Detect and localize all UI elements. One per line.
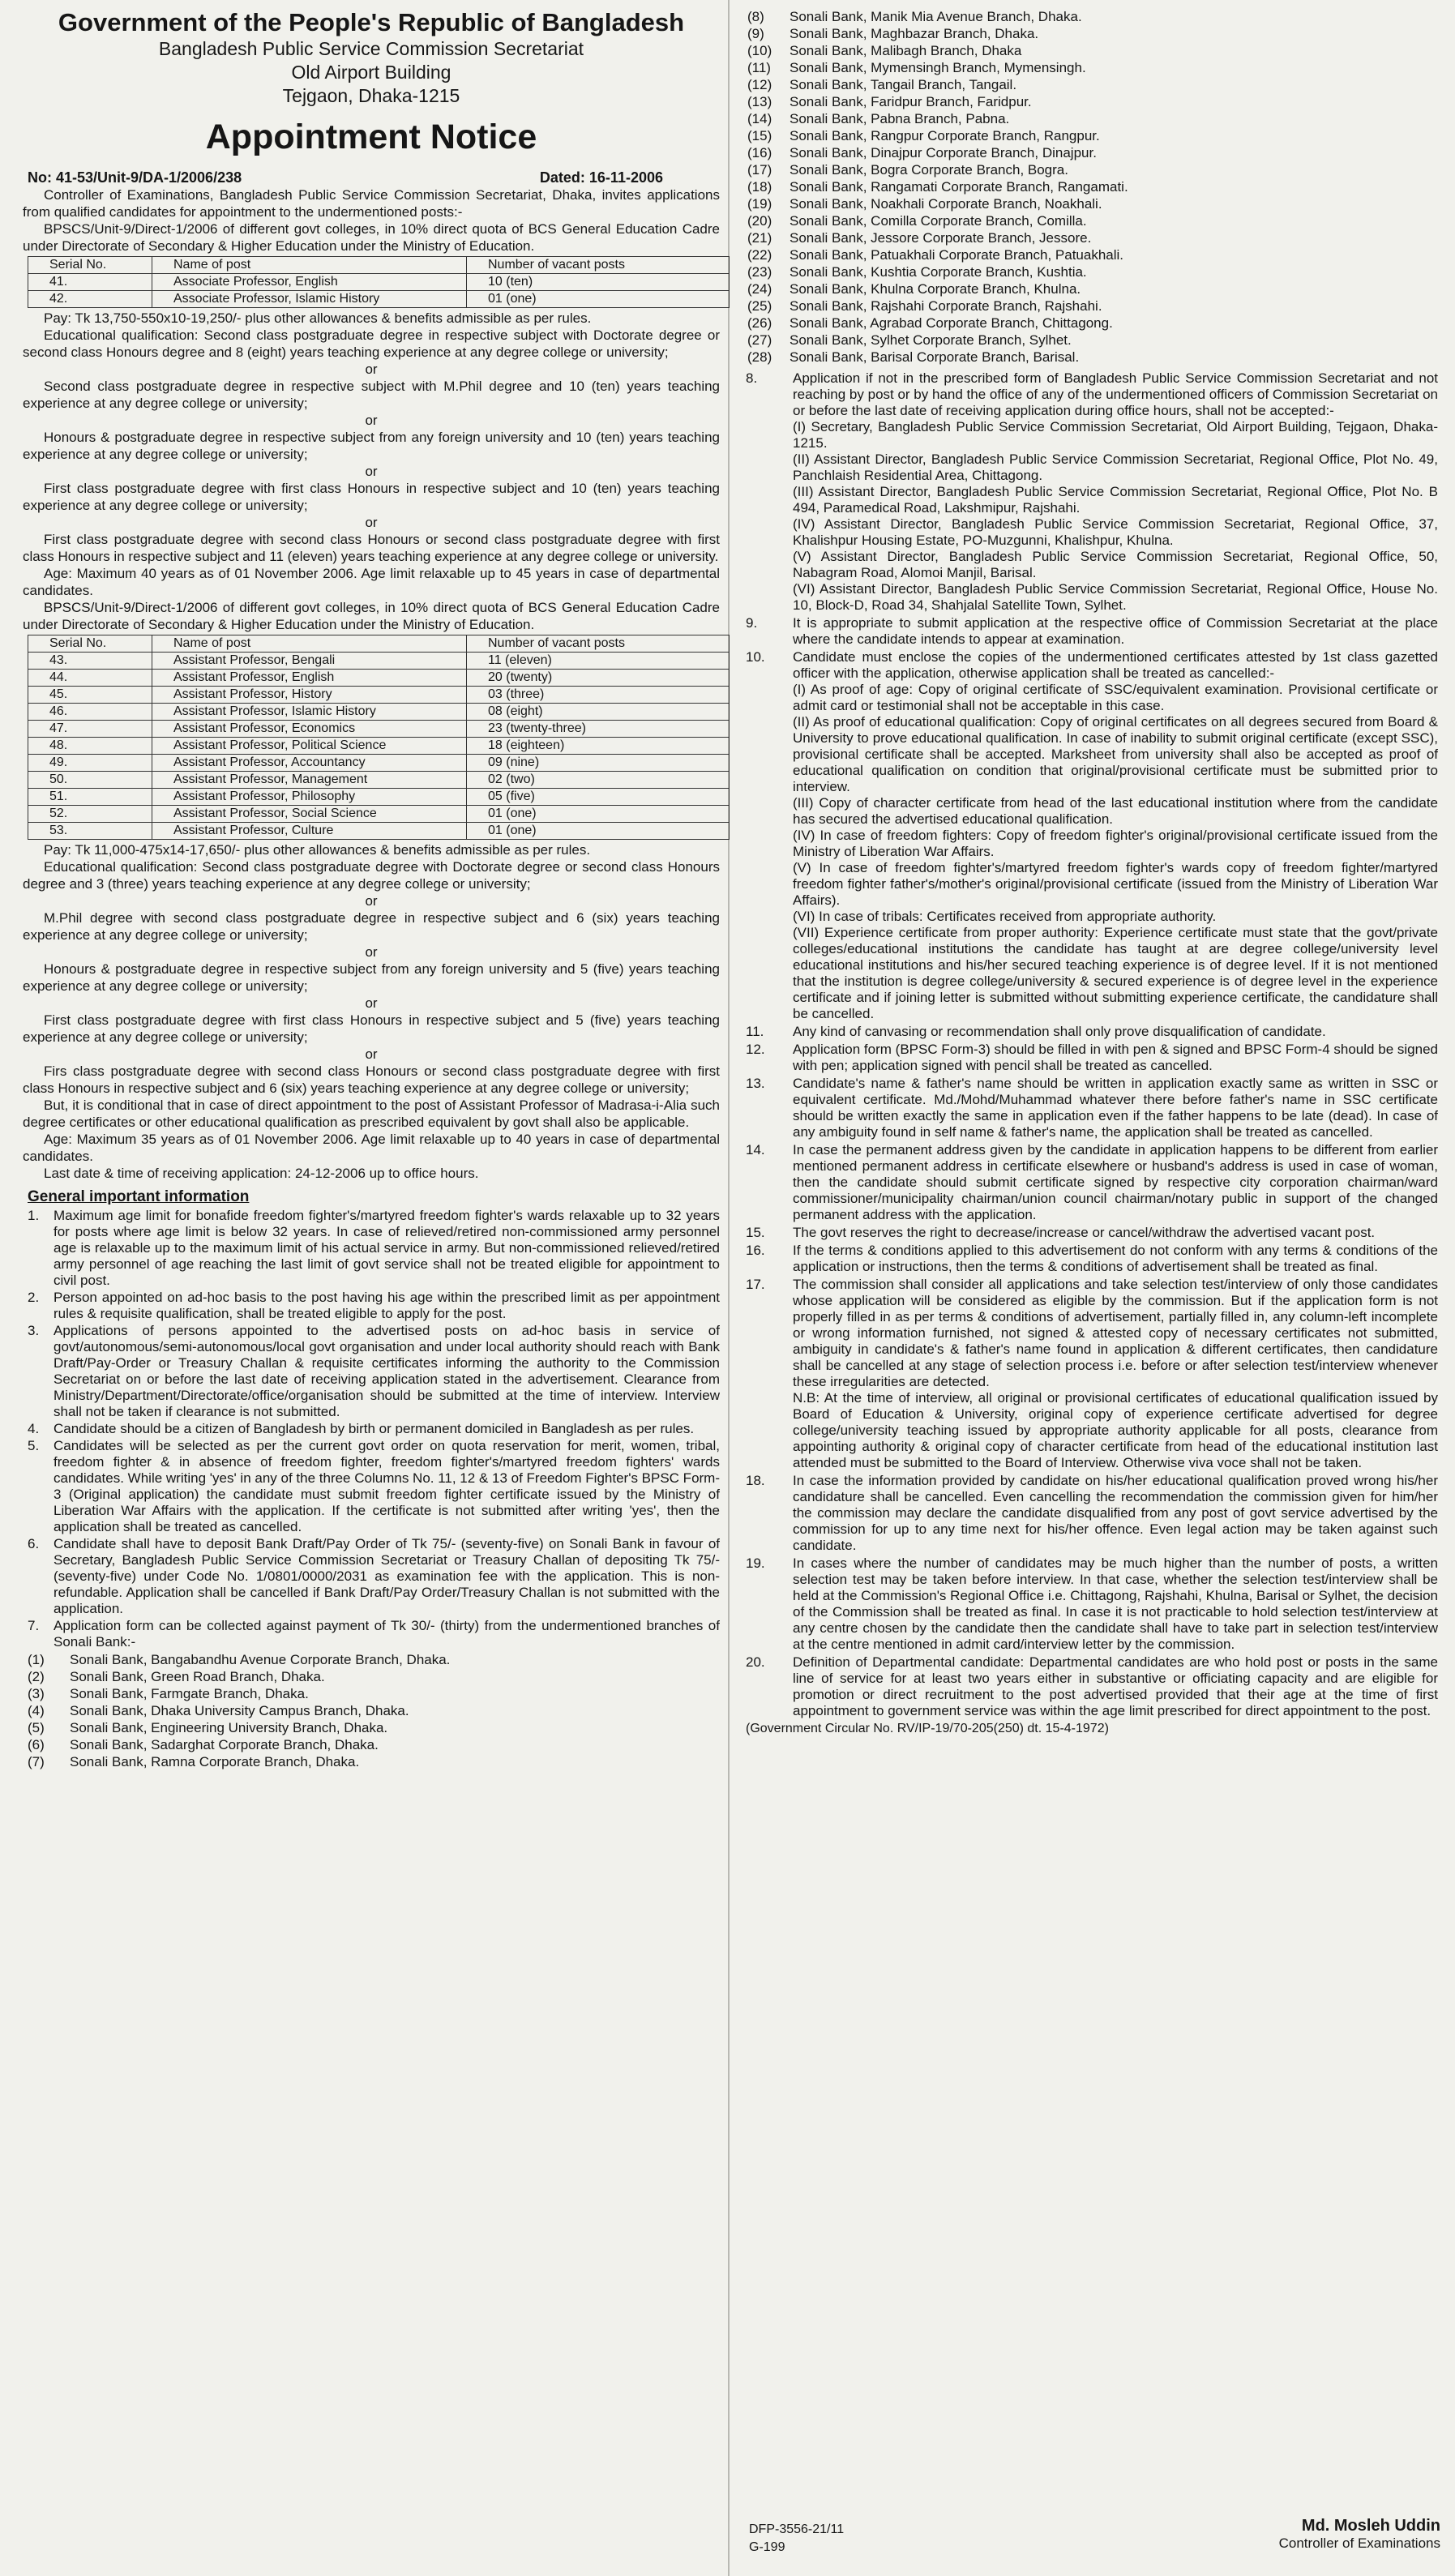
instruction-item xyxy=(742,370,1438,614)
item-number: 9. xyxy=(746,615,758,631)
branch-number: (13) xyxy=(747,94,772,109)
branch-number: (2) xyxy=(28,1669,45,1684)
branch-item xyxy=(23,1753,720,1770)
branch-item xyxy=(742,195,1438,212)
table-row xyxy=(28,823,730,840)
section2-pay: Pay: Tk 11,000-475x14-17,650/- plus other allowances & benefits admissible as per rules. xyxy=(44,842,591,858)
branch-item xyxy=(742,349,1438,366)
column-serial: Serial No. xyxy=(28,257,152,274)
sub-item-text: N.B: At the time of interview, all original or provisional certificates of educational qualification issued by Board of Education & University, original copy of experience certificate advertised for degree college/university teaching issued by appropriate authority applicable for all posts, clearance from appointing authority & original copy of character certificate from head of the educational institution last attended must be submitted to the Board of Interview. Otherwise viva voce shall not be taken. xyxy=(793,1390,1438,1470)
serial-cell: 41. xyxy=(28,274,152,291)
sub-item-text: (V) Assistant Director, Bangladesh Public Service Commission Secretariat, Regional Office, 50, Nabagram Road, Alomoi Manjil, Barisal. xyxy=(793,549,1438,580)
secretariat-name: Bangladesh Public Service Commission Secretariat xyxy=(158,38,584,59)
right-column xyxy=(742,8,1438,1737)
post-cell: Assistant Professor, Bengali xyxy=(152,653,467,670)
branch-item xyxy=(742,246,1438,263)
qualification-text: First class postgraduate degree with first class Honours in respective subject and 10 (ten) years teaching experience at any degree college or university; xyxy=(23,481,720,513)
branch-name: Sonali Bank, Bangabandhu Avenue Corporate Branch, Dhaka. xyxy=(70,1652,451,1667)
serial-cell: 44. xyxy=(28,670,152,687)
branch-item xyxy=(742,280,1438,297)
signature-block xyxy=(1279,2517,1440,2552)
serial-cell: 50. xyxy=(28,772,152,789)
table-row xyxy=(28,738,730,755)
sub-item-text: (III) Copy of character certificate from head of the last educational institution where from the candidate has secured the advertised educational qualification. xyxy=(793,795,1438,827)
vacancy-cell: 11 (eleven) xyxy=(467,653,730,670)
qualification-text: Honours & postgraduate degree in respective subject from any foreign university and 10 (ten) years teaching experience at any degree college or university; xyxy=(23,430,720,462)
sub-item-text: (IV) Assistant Director, Bangladesh Public Service Commission Secretariat, Regional Office, 37, Khalishpur Housing Estate, PO-Muzgunni, Khalishpur, Khulna. xyxy=(793,516,1438,548)
branch-number: (14) xyxy=(747,111,772,126)
last-date: Last date & time of receiving application: 24-12-2006 up to office hours. xyxy=(44,1166,479,1181)
branch-list-right xyxy=(742,8,1438,366)
item-text: The govt reserves the right to decrease/increase or cancel/withdraw the advertised vacant post. xyxy=(793,1225,1376,1240)
instruction-item xyxy=(742,1277,1438,1471)
item-number: 12. xyxy=(746,1042,765,1057)
branch-name: Sonali Bank, Patuakhali Corporate Branch, Patuakhali. xyxy=(790,247,1124,263)
post-cell: Assistant Professor, Philosophy xyxy=(152,789,467,806)
table-row xyxy=(28,704,730,721)
qualification-text: Educational qualification: Second class postgraduate degree in respective subject with Doctorate degree or second class Honours degree and 8 (eight) years teaching experience at any degree college or university; xyxy=(23,327,720,360)
sub-item-text: (II) As proof of educational qualification: Copy of original certificates on all degrees secured from Board & University to prove educational qualification. In case of inability to submit original certificate (except SSC), provisional certificate shall be accepted. Marksheet from university shall also be accepted as proof of educational qualification on condition that original/provisional certificate must be submitted prior to interview. xyxy=(793,714,1438,794)
instruction-item xyxy=(742,649,1438,1022)
column-vacancies: Number of vacant posts xyxy=(467,257,730,274)
qualification-text: Second class postgraduate degree in respective subject with M.Phil degree and 10 (ten) years teaching experience at any degree college or university; xyxy=(23,379,720,411)
sub-item-text: (III) Assistant Director, Bangladesh Public Service Commission Secretariat, Regional Office, Plot No. B 494, Paramedical Road, Lakshmipur, Rajshahi. xyxy=(793,484,1438,516)
item-body xyxy=(793,1225,1438,1241)
post-cell: Assistant Professor, Management xyxy=(152,772,467,789)
branch-number: (20) xyxy=(747,213,772,229)
notice-header xyxy=(23,8,720,158)
section1-lead: BPSCS/Unit-9/Direct-1/2006 of different govt colleges, in 10% direct quota of BCS General Education Cadre under Directorate of Secondary & Higher Education under the Ministry of Education. xyxy=(23,221,720,254)
dfp-code: DFP-3556-21/11 xyxy=(749,2523,845,2536)
branch-item xyxy=(23,1736,720,1753)
item-text: Application if not in the prescribed form of Bangladesh Public Service Commission Secretariat and not reaching by post or by hand the office of any of the undermentioned officers of Commission Secretariat on or before the last date of receiving application during office hours, shall not be accepted:- xyxy=(793,370,1438,418)
govt-circular: (Government Circular No. RV/IP-19/70-205(250) dt. 15-4-1972) xyxy=(746,1722,1109,1735)
item-text: Any kind of canvasing or recommendation shall only prove disqualification of candidate. xyxy=(793,1024,1326,1039)
item-text: Person appointed on ad-hoc basis to the post having his age within the prescribed limit as per appointment rules & requisite qualification, shall be treated eligible to apply for the post. xyxy=(53,1290,720,1321)
item-text: If the terms & conditions applied to this advertisement do not conform with any terms & conditions of the application or instructions, then the terms & conditions of advertisement shall be treated as final. xyxy=(793,1243,1438,1274)
serial-cell: 47. xyxy=(28,721,152,738)
or-separator: or xyxy=(365,362,378,377)
list-item xyxy=(23,1618,720,1650)
office-address: Tejgaon, Dhaka-1215 xyxy=(282,85,460,106)
item-number: 7. xyxy=(28,1618,40,1633)
or-separator: or xyxy=(365,893,378,909)
branch-number: (7) xyxy=(28,1754,45,1769)
footer-codes xyxy=(749,2521,844,2557)
sub-item-text: (I) Secretary, Bangladesh Public Service Commission Secretariat, Old Airport Building, Tejgaon, Dhaka-1215. xyxy=(793,419,1438,451)
column-divider xyxy=(728,0,730,2576)
g-code: G-199 xyxy=(749,2540,785,2554)
reference-number: No: 41-53/Unit-9/DA-1/2006/238 xyxy=(28,169,242,186)
branch-item xyxy=(742,263,1438,280)
branch-name: Sonali Bank, Noakhali Corporate Branch, Noakhali. xyxy=(790,196,1102,212)
branch-item xyxy=(742,212,1438,229)
sub-item-text: (II) Assistant Director, Bangladesh Public Service Commission Secretariat, Regional Office, Plot No. 49, Panchlaish Residential Area, Chittagong. xyxy=(793,451,1438,483)
instruction-item xyxy=(742,1225,1438,1241)
branch-name: Sonali Bank, Bogra Corporate Branch, Bogra. xyxy=(790,162,1068,178)
branch-number: (24) xyxy=(747,281,772,297)
branch-item xyxy=(742,332,1438,349)
branch-name: Sonali Bank, Sylhet Corporate Branch, Sylhet. xyxy=(790,332,1072,348)
branch-number: (6) xyxy=(28,1737,45,1752)
signatory-title: Controller of Examinations xyxy=(1278,2535,1440,2551)
serial-cell: 49. xyxy=(28,755,152,772)
qualification-text: Honours & postgraduate degree in respective subject from any foreign university and 5 (five) years teaching experience at any degree college or university; xyxy=(23,961,720,994)
section1-posts-table xyxy=(28,256,730,308)
section1-table-body xyxy=(28,274,730,308)
item-body xyxy=(793,1142,1438,1223)
madrasa-condition: But, it is conditional that in case of direct appointment to the post of Assistant Professor of Madrasa-i-Alia such degree certificates or other educational qualification as prescribed equivalent by govt shall also be applicable. xyxy=(23,1098,720,1130)
branch-name: Sonali Bank, Manik Mia Avenue Branch, Dhaka. xyxy=(790,9,1082,24)
post-cell: Assistant Professor, Political Science xyxy=(152,738,467,755)
section2-posts-table xyxy=(28,635,730,840)
instruction-item xyxy=(742,1042,1438,1074)
branch-number: (27) xyxy=(747,332,772,348)
serial-cell: 51. xyxy=(28,789,152,806)
branch-item xyxy=(742,229,1438,246)
instruction-item xyxy=(742,1142,1438,1223)
item-text: Candidate must enclose the copies of the undermentioned certificates attested by 1st class gazetted officer with the application, otherwise application shall be treated as cancelled:- xyxy=(793,649,1438,681)
post-cell: Assistant Professor, English xyxy=(152,670,467,687)
item-text: In case the information provided by candidate on his/her educational qualification proved wrong his/her candidature shall be cancelled. Even cancelling the recommendation the commission given for him/her the commission may declare the candidate disqualified from any post of govt service advertised by the commission for up to any time next for his/her offence. Even legal action may be taken against such candidate. xyxy=(793,1473,1438,1553)
branch-item xyxy=(742,178,1438,195)
or-separator: or xyxy=(365,1046,378,1062)
item-number: 5. xyxy=(28,1438,40,1453)
table-row xyxy=(28,806,730,823)
branch-name: Sonali Bank, Rajshahi Corporate Branch, Rajshahi. xyxy=(790,298,1102,314)
sub-item-text: (VII) Experience certificate from proper authority: Experience certificate must state that the govt/private colleges/educational institutions the candidate has taught at are degree college/university level educational institutions and his/her secured teaching experience is of degree level. If it is not mentioned that the institution is degree college/university & secured experience is of degree level in the experience certificate and if joining letter is submitted without submitting experience certificate, the candidature shall be cancelled. xyxy=(793,925,1438,1021)
branch-item xyxy=(742,297,1438,315)
branch-name: Sonali Bank, Barisal Corporate Branch, Barisal. xyxy=(790,349,1080,365)
item-text: Candidate's name & father's name should be written in application exactly same as written in SSC or equivalent certificate. Md./Mohd/Muhammad whatever there before father's name in SSC certificate should be written exactly the same in application even if the father happens to be late (dead). In case of any ambiguity found in self name & father's name, the application shall be treated as cancelled. xyxy=(793,1076,1438,1140)
item-text: The commission shall consider all applications and take selection test/interview of only those candidates whose application will be considered as eligible by the commission. But if the application form is not properly filled in as per terms & conditions of advertisement, partially filled in, any column-left incomplete or wrong information furnished, not signed & attested copy of necessary certificates not submitted, ambiguity in candidate's & father's name found in application & different certificates, then candidature shall be cancelled at any stage of selection process i.e. before or after selection test/interview whenever these irregularities are detected. xyxy=(793,1277,1438,1389)
item-text: Candidate shall have to deposit Bank Draft/Pay Order of Tk 75/- (seventy-five) on Sonali Bank in favour of Secretary, Bangladesh Public Service Commission Secretariat or Treasury Challan of depositing Tk 75/- (seventy-five) under Code No. 1/0801/0000/2031 as examination fee with the application. This is non-refundable. Application shall be cancelled if Bank Draft/Pay Order/Treasury Challan is not submitted with the application. xyxy=(53,1536,720,1616)
vacancy-cell: 01 (one) xyxy=(467,823,730,840)
serial-cell: 52. xyxy=(28,806,152,823)
vacancy-cell: 10 (ten) xyxy=(467,274,730,291)
item-number: 17. xyxy=(746,1277,765,1292)
branch-number: (10) xyxy=(747,43,772,58)
branch-item xyxy=(23,1668,720,1685)
item-number: 3. xyxy=(28,1323,40,1338)
item-body xyxy=(793,1473,1438,1554)
branch-name: Sonali Bank, Agrabad Corporate Branch, Chittagong. xyxy=(790,315,1113,331)
branch-name: Sonali Bank, Kushtia Corporate Branch, Kushtia. xyxy=(790,264,1087,280)
item-text: In cases where the number of candidates may be much higher than the number of posts, a written selection test may be taken before interview. In that case, whether the selection test/interview shall be held at the Commission's Regional Office i.e. Chittagong, Rajshahi, Khulna, Barisal or Sylhet, the decision of the Commission shall be treated as final. In case it is not practicable to hold selection test/interview at any centre chosen by the candidate then the candidate shall have to take part in selection test/interview at the centre mentioned in admit card/interview letter by the commission. xyxy=(793,1555,1438,1652)
instruction-item xyxy=(742,1654,1438,1719)
post-cell: Associate Professor, English xyxy=(152,274,467,291)
post-cell: Associate Professor, Islamic History xyxy=(152,291,467,308)
branch-name: Sonali Bank, Engineering University Branch, Dhaka. xyxy=(70,1720,388,1735)
branch-item xyxy=(742,161,1438,178)
column-vacancies: Number of vacant posts xyxy=(467,635,730,653)
branch-item xyxy=(23,1719,720,1736)
item-body xyxy=(793,1243,1438,1275)
branch-item xyxy=(23,1685,720,1702)
signatory-name: Md. Mosleh Uddin xyxy=(1301,2517,1440,2535)
post-cell: Assistant Professor, History xyxy=(152,687,467,704)
item-text: Application form (BPSC Form-3) should be filled in with pen & signed and BPSC Form-4 should be signed with pen; application signed with pencil shall be treated as cancelled. xyxy=(793,1042,1438,1073)
item-text: Candidate should be a citizen of Bangladesh by birth or permanent domiciled in Bangladesh as per rules. xyxy=(53,1421,695,1436)
item-number: 15. xyxy=(746,1225,765,1240)
branch-name: Sonali Bank, Comilla Corporate Branch, Comilla. xyxy=(790,213,1087,229)
branch-item xyxy=(742,93,1438,110)
or-separator: or xyxy=(365,944,378,960)
building-name: Old Airport Building xyxy=(291,62,451,83)
branch-name: Sonali Bank, Mymensingh Branch, Mymensingh. xyxy=(790,60,1086,75)
table-row xyxy=(28,721,730,738)
branch-item xyxy=(742,76,1438,93)
item-number: 11. xyxy=(746,1024,764,1039)
qualification-text: First class postgraduate degree with first class Honours in respective subject and 5 (five) years teaching experience at any degree college or university; xyxy=(23,1012,720,1045)
sub-item-text: (I) As proof of age: Copy of original certificate of SSC/equivalent examination. Provisional certificate or admit card or testimonial shall not be acceptable in this case. xyxy=(793,682,1438,713)
post-cell: Assistant Professor, Accountancy xyxy=(152,755,467,772)
list-item xyxy=(23,1323,720,1420)
branch-name: Sonali Bank, Khulna Corporate Branch, Khulna. xyxy=(790,281,1081,297)
post-cell: Assistant Professor, Islamic History xyxy=(152,704,467,721)
vacancy-cell: 01 (one) xyxy=(467,806,730,823)
qualification-text: Educational qualification: Second class postgraduate degree with Doctorate degree or second class Honours degree and 3 (three) years teaching experience at any degree college or university; xyxy=(23,859,720,892)
column-post: Name of post xyxy=(152,257,467,274)
branch-name: Sonali Bank, Dinajpur Corporate Branch, Dinajpur. xyxy=(790,145,1097,160)
table-row xyxy=(28,789,730,806)
section1-age: Age: Maximum 40 years as of 01 November 2006. Age limit relaxable up to 45 years in case of departmental candidates. xyxy=(23,566,720,598)
instruction-item xyxy=(742,1024,1438,1040)
branch-name: Sonali Bank, Pabna Branch, Pabna. xyxy=(790,111,1010,126)
serial-cell: 53. xyxy=(28,823,152,840)
branch-number: (25) xyxy=(747,298,772,314)
sub-item-text: (IV) In case of freedom fighters: Copy of freedom fighter's original/provisional certificate issued from the Ministry of Liberation War Affairs. xyxy=(793,828,1438,859)
qualification-text: Firs class postgraduate degree with second class Honours or second class postgraduate degree with first class Honours in respective subject and 6 (six) years teaching experience at any degree college or university; xyxy=(23,1063,720,1096)
branch-number: (22) xyxy=(747,247,772,263)
instruction-item xyxy=(742,1473,1438,1554)
table-row xyxy=(28,274,730,291)
table-row xyxy=(28,755,730,772)
branch-number: (17) xyxy=(747,162,772,178)
section1-qualifications xyxy=(23,327,720,565)
table-row xyxy=(28,670,730,687)
item-number: 2. xyxy=(28,1290,40,1305)
sub-item-text: (VI) Assistant Director, Bangladesh Public Service Commission Secretariat, Regional Office, House No. 10, Block-D, Road 34, Shahjalal Satellite Town, Sylhet. xyxy=(793,581,1438,613)
vacancy-cell: 05 (five) xyxy=(467,789,730,806)
branch-name: Sonali Bank, Rangpur Corporate Branch, Rangpur. xyxy=(790,128,1100,143)
section2-table-body xyxy=(28,653,730,840)
branch-number: (21) xyxy=(747,230,772,246)
item-text: In case the permanent address given by the candidate in application happens to be different from earlier mentioned permanent address in certificate elsewhere or husband's address is used in case of woman, then the candidate should submit certificate signed by respective city corporation chairman/ward commissioner/municipality chairman/union council chairman/notary public in support of the changed permanent address with the application. xyxy=(793,1142,1438,1222)
item-text: Candidates will be selected as per the current govt order on quota reservation for merit, women, tribal, freedom fighter & in absence of freedom fighter, freedom fighter's/martyred freedom fighters' wards candidates. While writing 'yes' in any of the three Columns No. 11, 12 & 13 of Freedom Fighter's BPSC Form-3 (Original application) the candidate must submit freedom fighter certificate issued by the Ministry of Liberation War Affairs with the application. If the certificate is not submitted after writing 'yes', then the application shall be treated as cancelled. xyxy=(53,1438,721,1534)
item-text: Applications of persons appointed to the advertised posts on ad-hoc basis in service of govt/autonomous/semi-autonomous/local govt organisation and under local authority should reach with Bank Draft/Pay-Order or Treasury Challan & requisite certificates informing the authority to the Commission Secretariat on or before the last date of receiving application stated in the advertisement. Clearance from Ministry/Department/Directorate/office/organisation should be submitted at the time of interview. Interview shall not be taken if clearance is not submitted. xyxy=(53,1323,720,1419)
vacancy-cell: 20 (twenty) xyxy=(467,670,730,687)
intro-text: Controller of Examinations, Bangladesh Public Service Commission Secretariat, Dhaka, invites applications from qualified candidates for appointment to the undermentioned posts:- xyxy=(23,187,720,220)
branch-number: (9) xyxy=(747,26,764,41)
branch-item xyxy=(742,59,1438,76)
serial-cell: 45. xyxy=(28,687,152,704)
item-number: 10. xyxy=(746,649,765,665)
item-body xyxy=(793,1654,1438,1719)
list-item xyxy=(23,1438,720,1535)
branch-item xyxy=(742,110,1438,127)
branch-name: Sonali Bank, Faridpur Branch, Faridpur. xyxy=(790,94,1032,109)
item-text: Definition of Departmental candidate: Departmental candidates are who hold post or posts in the same line of service for at least two years either in substantive or officiating capacity and are eligible for promotion or direct recruitment to the post advertised provided that their age at the time of first appointment to government service was within the age limit prescribed for direct appointment to the post. xyxy=(793,1654,1438,1718)
item-number: 20. xyxy=(746,1654,765,1670)
or-separator: or xyxy=(365,515,378,530)
branch-name: Sonali Bank, Ramna Corporate Branch, Dhaka. xyxy=(70,1754,360,1769)
table-header-row xyxy=(28,257,730,274)
branch-name: Sonali Bank, Dhaka University Campus Branch, Dhaka. xyxy=(70,1703,409,1718)
qualification-text: M.Phil degree with second class postgraduate degree in respective subject and 6 (six) years teaching experience at any degree college or university; xyxy=(23,910,720,943)
branch-number: (19) xyxy=(747,196,772,212)
branch-list-left xyxy=(23,1651,720,1770)
column-serial: Serial No. xyxy=(28,635,152,653)
item-number: 18. xyxy=(746,1473,765,1488)
branch-item xyxy=(742,144,1438,161)
instructions-list xyxy=(742,370,1438,1719)
list-item xyxy=(23,1421,720,1437)
notice-date: Dated: 16-11-2006 xyxy=(539,169,663,186)
list-item xyxy=(23,1536,720,1617)
reference-row xyxy=(23,169,720,186)
branch-item xyxy=(742,8,1438,25)
branch-name: Sonali Bank, Maghbazar Branch, Dhaka. xyxy=(790,26,1039,41)
item-body xyxy=(793,1555,1438,1653)
column-post: Name of post xyxy=(152,635,467,653)
branch-item xyxy=(742,25,1438,42)
or-separator: or xyxy=(365,464,378,479)
sub-item-text: (V) In case of freedom fighter's/martyred freedom fighter's wards copy of freedom fighter/martyred freedom fighter father's/mother's original/provisional certificate (issued from the Ministry of Liberation War Affairs). xyxy=(793,860,1438,908)
branch-number: (16) xyxy=(747,145,772,160)
general-info-heading: General important information xyxy=(28,1188,250,1205)
branch-number: (18) xyxy=(747,179,772,195)
serial-cell: 43. xyxy=(28,653,152,670)
branch-name: Sonali Bank, Green Road Branch, Dhaka. xyxy=(70,1669,325,1684)
table-row xyxy=(28,772,730,789)
branch-item xyxy=(23,1702,720,1719)
vacancy-cell: 18 (eighteen) xyxy=(467,738,730,755)
item-number: 8. xyxy=(746,370,758,386)
item-text: It is appropriate to submit application at the respective office of Commission Secretariat at the place where the candidate intends to appear at examination. xyxy=(793,615,1438,647)
item-number: 1. xyxy=(28,1208,40,1223)
list-item xyxy=(23,1290,720,1322)
or-separator: or xyxy=(365,413,378,428)
section2-age: Age: Maximum 35 years as of 01 November 2006. Age limit relaxable up to 40 years in case of departmental candidates. xyxy=(23,1132,720,1164)
item-number: 19. xyxy=(746,1555,765,1571)
branch-number: (8) xyxy=(747,9,764,24)
post-cell: Assistant Professor, Culture xyxy=(152,823,467,840)
item-number: 16. xyxy=(746,1243,765,1258)
branch-number: (3) xyxy=(28,1686,45,1701)
item-body xyxy=(793,615,1438,648)
item-number: 13. xyxy=(746,1076,765,1091)
branch-name: Sonali Bank, Farmgate Branch, Dhaka. xyxy=(70,1686,309,1701)
table-row xyxy=(28,291,730,308)
vacancy-cell: 09 (nine) xyxy=(467,755,730,772)
item-body xyxy=(793,1076,1438,1140)
item-text: Application form can be collected against payment of Tk 30/- (thirty) from the undermentioned branches of Sonali Bank:- xyxy=(53,1618,720,1650)
vacancy-cell: 01 (one) xyxy=(467,291,730,308)
item-text: Maximum age limit for bonafide freedom fighter's/martyred freedom fighter's wards relaxable up to 32 years for posts where age limit is below 32 years. In case of relieved/retired non-commissioned army personnel age is relaxable up to the maximum limit of his actual service in army. But non-commissioned relieved/retired army personnel of age reaching the last limit of govt service shall not be treated eligible for appointment to civil post. xyxy=(53,1208,720,1288)
branch-number: (11) xyxy=(747,60,771,75)
government-title: Government of the People's Republic of Bangladesh xyxy=(58,8,685,36)
instruction-item xyxy=(742,615,1438,648)
branch-name: Sonali Bank, Tangail Branch, Tangail. xyxy=(790,77,1017,92)
serial-cell: 42. xyxy=(28,291,152,308)
section1-pay: Pay: Tk 13,750-550x10-19,250/- plus other allowances & benefits admissible as per rules. xyxy=(44,310,592,326)
section2-lead: BPSCS/Unit-9/Direct-1/2006 of different govt colleges, in 10% direct quota of BCS General Education Cadre under Directorate of Secondary & Higher Education under the Ministry of Education. xyxy=(23,600,720,632)
branch-name: Sonali Bank, Sadarghat Corporate Branch, Dhaka. xyxy=(70,1737,379,1752)
item-number: 4. xyxy=(28,1421,40,1436)
left-column xyxy=(23,5,720,1770)
branch-number: (1) xyxy=(28,1652,45,1667)
branch-item xyxy=(23,1651,720,1668)
item-body xyxy=(793,1277,1438,1471)
instruction-item xyxy=(742,1076,1438,1140)
vacancy-cell: 03 (three) xyxy=(467,687,730,704)
or-separator: or xyxy=(365,995,378,1011)
item-number: 6. xyxy=(28,1536,40,1551)
item-body xyxy=(793,1024,1438,1040)
branch-number: (4) xyxy=(28,1703,45,1718)
instruction-item xyxy=(742,1243,1438,1275)
item-number: 14. xyxy=(746,1142,765,1157)
branch-number: (15) xyxy=(747,128,772,143)
serial-cell: 46. xyxy=(28,704,152,721)
branch-number: (5) xyxy=(28,1720,45,1735)
branch-name: Sonali Bank, Jessore Corporate Branch, Jessore. xyxy=(790,230,1092,246)
general-info-list xyxy=(23,1208,720,1650)
qualification-text: First class postgraduate degree with second class Honours or second class postgraduate degree with first class Honours in respective subject and 11 (eleven) years teaching experience at any degree college or university. xyxy=(23,532,720,564)
sub-item-text: (VI) In case of tribals: Certificates received from appropriate authority. xyxy=(793,909,1217,924)
vacancy-cell: 23 (twenty-three) xyxy=(467,721,730,738)
item-body xyxy=(793,649,1438,1022)
vacancy-cell: 08 (eight) xyxy=(467,704,730,721)
item-body xyxy=(793,1042,1438,1074)
section2-qualifications xyxy=(23,858,720,1097)
branch-item xyxy=(742,315,1438,332)
vacancy-cell: 02 (two) xyxy=(467,772,730,789)
branch-number: (26) xyxy=(747,315,772,331)
table-row xyxy=(28,687,730,704)
branch-item xyxy=(742,42,1438,59)
branch-name: Sonali Bank, Rangamati Corporate Branch, Rangamati. xyxy=(790,179,1128,195)
table-header-row xyxy=(28,635,730,653)
table-row xyxy=(28,653,730,670)
branch-number: (12) xyxy=(747,77,772,92)
list-item xyxy=(23,1208,720,1289)
branch-name: Sonali Bank, Malibagh Branch, Dhaka xyxy=(790,43,1022,58)
post-cell: Assistant Professor, Economics xyxy=(152,721,467,738)
branch-item xyxy=(742,127,1438,144)
item-body xyxy=(793,370,1438,614)
branch-number: (28) xyxy=(747,349,772,365)
post-cell: Assistant Professor, Social Science xyxy=(152,806,467,823)
serial-cell: 48. xyxy=(28,738,152,755)
notice-title: Appointment Notice xyxy=(205,118,537,156)
instruction-item xyxy=(742,1555,1438,1653)
branch-number: (23) xyxy=(747,264,772,280)
